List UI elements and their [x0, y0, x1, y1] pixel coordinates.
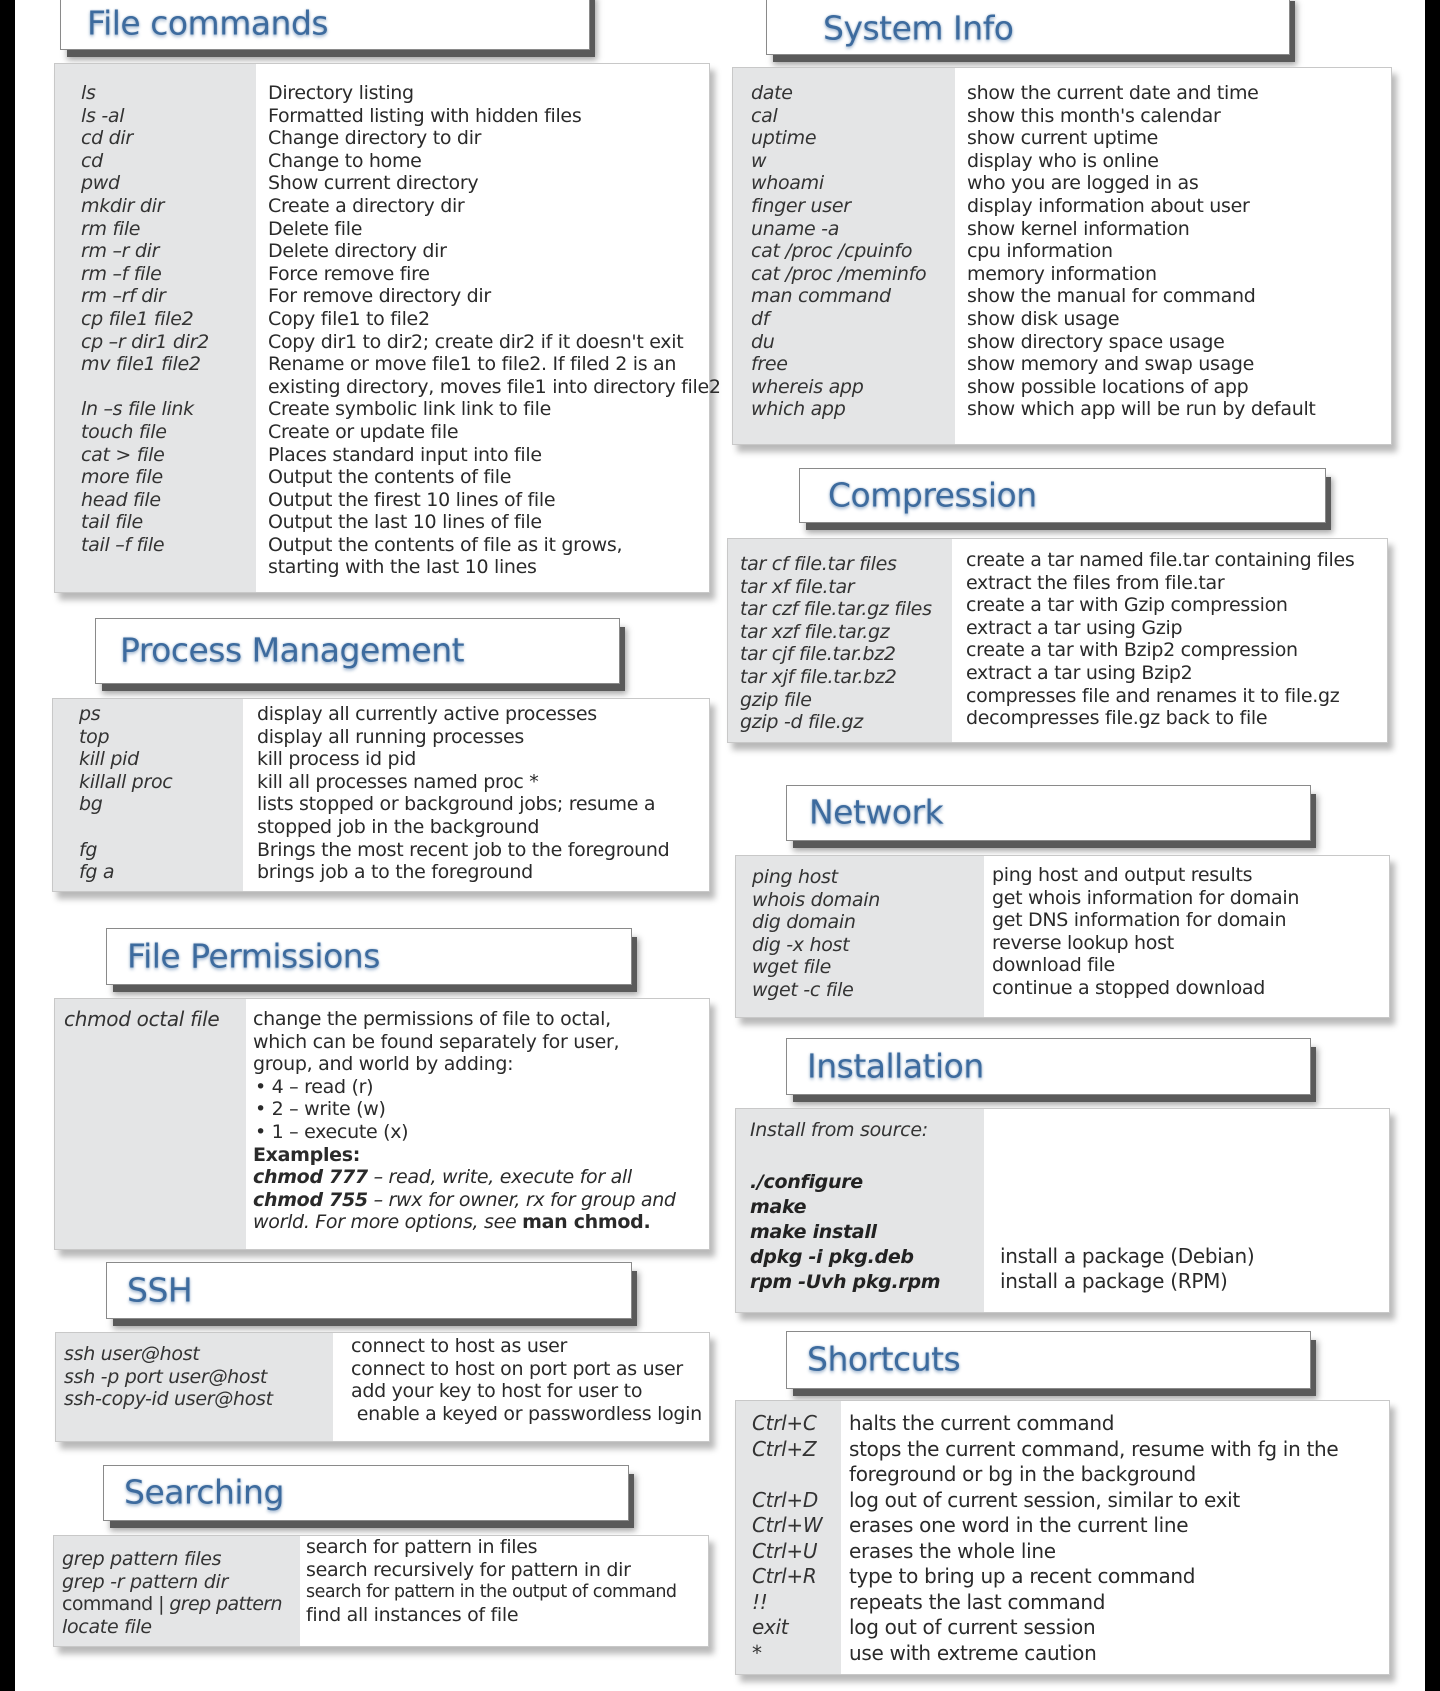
- command: date: [751, 82, 793, 104]
- command: whereis app: [751, 375, 864, 398]
- description: Places standard input into file: [268, 443, 542, 466]
- install-intro: Install from source:: [750, 1119, 928, 1141]
- description: display who is online: [967, 149, 1159, 172]
- command-column: [736, 1109, 984, 1312]
- description: show this month's calendar: [967, 104, 1221, 127]
- file-permissions-table: [54, 998, 710, 1250]
- command-column: [736, 856, 984, 1017]
- command: cal: [751, 104, 778, 127]
- command: w: [751, 149, 767, 172]
- command: man command: [751, 285, 891, 308]
- command: finger user: [751, 194, 851, 217]
- examples-label: Examples:: [253, 1143, 361, 1166]
- command: ls: [81, 82, 96, 104]
- command: top: [79, 725, 110, 748]
- example-line: chmod 777 – read, write, execute for all: [253, 1166, 632, 1189]
- description: kill process id pid: [257, 748, 417, 771]
- network-header: [786, 785, 1311, 841]
- description: compresses file and renames it to file.gz: [966, 684, 1340, 707]
- description: search for pattern in files: [306, 1536, 538, 1558]
- section-title: Process Management: [120, 630, 465, 670]
- command: cd: [81, 149, 103, 172]
- example-line: chmod 755 – rwx for owner, rx for group and: [253, 1188, 676, 1211]
- command: tail file: [81, 511, 143, 534]
- section-title: System Info: [823, 7, 1014, 47]
- command: grep -r pattern dir: [62, 1570, 229, 1593]
- command: head file: [81, 488, 161, 511]
- description: extract the files from file.tar: [966, 571, 1225, 594]
- process-management-header: [95, 618, 620, 684]
- description: log out of current session: [849, 1615, 1096, 1639]
- description: find all instances of file: [306, 1603, 519, 1626]
- command: cat /proc /cpuinfo: [751, 240, 913, 263]
- description: stopped job in the background: [257, 815, 540, 838]
- description: create a tar named file.tar containing files: [966, 549, 1355, 571]
- description: kill all processes named proc *: [257, 770, 539, 793]
- description: get DNS information for domain: [992, 909, 1287, 932]
- command: Ctrl+U: [752, 1538, 818, 1563]
- description: existing directory, moves file1 into directory file2: [268, 375, 721, 398]
- right-black-border: [1425, 0, 1440, 1691]
- description: Create or update file: [268, 420, 459, 443]
- compression-table: [727, 538, 1388, 743]
- command: df: [751, 307, 770, 330]
- command: grep pattern files: [62, 1548, 222, 1570]
- command: Ctrl+C: [752, 1411, 817, 1435]
- section-title: File Permissions: [127, 936, 380, 976]
- description: install a package (Debian): [1000, 1244, 1255, 1268]
- ssh-table: [55, 1332, 710, 1442]
- command: chmod octal file: [64, 1007, 220, 1031]
- command: Ctrl+W: [752, 1513, 823, 1537]
- compression-header: [799, 468, 1326, 523]
- description: For remove directory dir: [268, 285, 491, 308]
- command: fg a: [79, 861, 115, 884]
- section-title: File commands: [87, 3, 329, 43]
- description: Brings the most recent job to the foreground: [257, 838, 670, 861]
- description: foreground or bg in the background: [849, 1462, 1196, 1486]
- description: starting with the last 10 lines: [268, 556, 537, 579]
- description: Output the firest 10 lines of file: [268, 488, 556, 511]
- description: ping host and output results: [992, 864, 1253, 886]
- description: show memory and swap usage: [967, 353, 1255, 376]
- section-title: Shortcuts: [807, 1339, 961, 1379]
- description: Output the contents of file: [268, 466, 512, 489]
- command: tar cf file.tar files: [740, 553, 897, 575]
- install-step: ./configure: [750, 1170, 863, 1193]
- description: connect to host as user: [351, 1335, 568, 1357]
- description: create a tar with Bzip2 compression: [966, 639, 1298, 662]
- description: erases the whole line: [849, 1538, 1056, 1563]
- command: ls -al: [81, 104, 125, 127]
- description-column: [256, 64, 721, 592]
- command-column: [55, 999, 246, 1249]
- command: cd dir: [81, 127, 133, 150]
- command: ln –s file link: [81, 398, 194, 421]
- command: kill pid: [79, 748, 139, 771]
- description: Rename or move file1 to file2. If filed 2 is an: [268, 353, 677, 376]
- description: extract a tar using Gzip: [966, 616, 1183, 639]
- description: stops the current command, resume with fg in the: [849, 1436, 1339, 1461]
- description: install a package (RPM): [1000, 1269, 1228, 1293]
- description-column: [243, 699, 709, 891]
- process-management-table: [52, 698, 710, 892]
- description: extract a tar using Bzip2: [966, 661, 1193, 684]
- command: tar xf file.tar: [740, 575, 855, 598]
- section-title: Installation: [807, 1046, 984, 1086]
- description: get whois information for domain: [992, 886, 1300, 909]
- bullet-item: • 1 – execute (x): [255, 1120, 409, 1143]
- command: rm file: [81, 217, 141, 240]
- description: which can be found separately for user,: [253, 1030, 620, 1053]
- description: decompresses file.gz back to file: [966, 707, 1268, 730]
- description-column: [952, 539, 1387, 742]
- installation-table: [735, 1108, 1390, 1313]
- description-column: [246, 999, 709, 1249]
- command: gzip -d file.gz: [740, 711, 863, 734]
- description: erases one word in the current line: [849, 1513, 1189, 1537]
- section-title: Searching: [124, 1472, 284, 1512]
- command: cat /proc /meminfo: [751, 262, 927, 285]
- description-column: [984, 856, 1389, 1017]
- description: Create symbolic link link to file: [268, 398, 551, 421]
- command: fg: [79, 838, 98, 861]
- description-column: [984, 1109, 1389, 1312]
- command: command | grep pattern: [62, 1593, 282, 1616]
- command-column: [56, 1333, 333, 1441]
- description: Delete directory dir: [268, 240, 447, 263]
- command: dpkg -i pkg.deb: [750, 1245, 914, 1268]
- network-table: [735, 855, 1390, 1018]
- command: cp file1 file2: [81, 307, 194, 330]
- command: uname -a: [751, 217, 840, 240]
- ssh-header: [106, 1262, 632, 1319]
- command: dig domain: [752, 911, 856, 934]
- description: show kernel information: [967, 217, 1190, 240]
- command-column: [728, 539, 952, 742]
- command: tar czf file.tar.gz files: [740, 598, 932, 621]
- description: continue a stopped download: [992, 976, 1265, 999]
- command: ssh -p port user@host: [64, 1365, 267, 1388]
- shortcuts-table: [735, 1400, 1390, 1675]
- command: wget -c file: [752, 978, 854, 1001]
- system-info-header: [766, 0, 1290, 55]
- description-column: [333, 1333, 709, 1441]
- description: show current uptime: [967, 127, 1159, 150]
- command: touch file: [81, 420, 167, 443]
- command-column: [736, 1401, 841, 1674]
- section-title: Compression: [828, 475, 1037, 515]
- command: cp –r dir1 dir2: [81, 330, 209, 353]
- command-column: [733, 68, 955, 444]
- description: Create a directory dir: [268, 194, 465, 217]
- description: create a tar with Gzip compression: [966, 594, 1288, 617]
- description: display all currently active processes: [257, 703, 597, 725]
- command: tail –f file: [81, 533, 165, 556]
- description: Copy file1 to file2: [268, 307, 430, 330]
- description: Show current directory: [268, 172, 479, 195]
- description: show possible locations of app: [967, 375, 1249, 398]
- command: rpm -Uvh pkg.rpm: [750, 1270, 941, 1293]
- command: dig -x host: [752, 933, 850, 956]
- command: mv file1 file2: [81, 353, 201, 376]
- command: bg: [79, 793, 103, 816]
- command: tar xjf file.tar.bz2: [740, 665, 897, 688]
- command: Ctrl+R: [752, 1564, 817, 1588]
- description: show which app will be run by default: [967, 398, 1316, 421]
- description: search for pattern in the output of command: [306, 1582, 677, 1603]
- command: ssh user@host: [64, 1343, 200, 1365]
- description: Force remove fire: [268, 262, 430, 285]
- description-column: [300, 1536, 708, 1646]
- command: gzip file: [740, 688, 812, 711]
- command: wget file: [752, 956, 832, 979]
- command: more file: [81, 466, 163, 489]
- description: Output the contents of file as it grows,: [268, 533, 623, 556]
- command: uptime: [751, 127, 817, 150]
- bullet-item: • 2 – write (w): [255, 1098, 386, 1121]
- command: pwd: [81, 172, 120, 195]
- command: rm –rf dir: [81, 285, 166, 308]
- description: memory information: [967, 262, 1157, 285]
- command: whois domain: [752, 888, 880, 911]
- description: Delete file: [268, 217, 363, 240]
- command: !!: [752, 1589, 768, 1614]
- description-column: [955, 68, 1391, 444]
- searching-header: [103, 1465, 629, 1521]
- description: use with extreme caution: [849, 1640, 1097, 1665]
- command: ssh-copy-id user@host: [64, 1388, 273, 1411]
- file-commands-header: [60, 0, 590, 50]
- section-title: Network: [809, 792, 944, 832]
- description: enable a keyed or passwordless login: [351, 1402, 702, 1425]
- system-info-table: [732, 67, 1392, 445]
- command: free: [751, 353, 788, 376]
- bullet-item: • 4 – read (r): [255, 1075, 374, 1098]
- command-column: [53, 699, 243, 891]
- command: whoami: [751, 172, 824, 195]
- description: Formatted listing with hidden files: [268, 104, 582, 127]
- command: cat > file: [81, 443, 165, 466]
- description: Change to home: [268, 149, 422, 172]
- command: mkdir dir: [81, 194, 165, 217]
- install-step: make: [750, 1195, 807, 1218]
- command: Ctrl+Z: [752, 1436, 817, 1461]
- description: show the manual for command: [967, 285, 1256, 308]
- searching-table: [53, 1535, 709, 1647]
- description: download file: [992, 954, 1115, 977]
- description: change the permissions of file to octal,: [253, 1008, 611, 1030]
- example-footer: world. For more options, see man chmod.: [253, 1211, 651, 1234]
- description: brings job a to the foreground: [257, 861, 533, 884]
- file-commands-table: [54, 63, 721, 593]
- description: cpu information: [967, 240, 1113, 263]
- description: log out of current session, similar to exit: [849, 1487, 1240, 1512]
- command: *: [752, 1640, 762, 1665]
- command: tar xzf file.tar.gz: [740, 620, 890, 643]
- description: search recursively for pattern in dir: [306, 1558, 631, 1581]
- command: rm –r dir: [81, 240, 160, 263]
- description: connect to host on port port as user: [351, 1357, 683, 1380]
- description: halts the current command: [849, 1411, 1115, 1435]
- description: Copy dir1 to dir2; create dir2 if it doesn't exit: [268, 330, 684, 353]
- description: show the current date and time: [967, 82, 1259, 104]
- description-column: [841, 1401, 1389, 1674]
- description: group, and world by adding:: [253, 1053, 514, 1076]
- description: repeats the last command: [849, 1589, 1106, 1614]
- command: tar cjf file.tar.bz2: [740, 643, 896, 666]
- description: Change directory to dir: [268, 127, 482, 150]
- description: display information about user: [967, 194, 1250, 217]
- command: ping host: [752, 866, 838, 888]
- command-column: [55, 64, 256, 592]
- installation-header: [786, 1038, 1311, 1095]
- command-column: [54, 1536, 300, 1646]
- description: show disk usage: [967, 307, 1120, 330]
- description: display all running processes: [257, 725, 525, 748]
- shortcuts-header: [786, 1331, 1311, 1389]
- left-black-border: [0, 0, 15, 1691]
- description: who you are logged in as: [967, 172, 1199, 195]
- command: killall proc: [79, 770, 173, 793]
- description: Directory listing: [268, 82, 414, 104]
- description: type to bring up a recent command: [849, 1564, 1196, 1588]
- description: reverse lookup host: [992, 931, 1174, 954]
- command: du: [751, 330, 775, 353]
- command: rm –f file: [81, 262, 162, 285]
- command: exit: [752, 1615, 789, 1639]
- file-permissions-header: [106, 928, 632, 985]
- command: which app: [751, 398, 846, 421]
- command: locate file: [62, 1615, 152, 1638]
- description: show directory space usage: [967, 330, 1225, 353]
- description: add your key to host for user to: [351, 1380, 643, 1403]
- install-step: make install: [750, 1220, 877, 1243]
- description: Output the last 10 lines of file: [268, 511, 542, 534]
- section-title: SSH: [127, 1270, 193, 1310]
- description: lists stopped or background jobs; resume a: [257, 793, 656, 816]
- command: Ctrl+D: [752, 1487, 818, 1512]
- command: ps: [79, 703, 101, 725]
